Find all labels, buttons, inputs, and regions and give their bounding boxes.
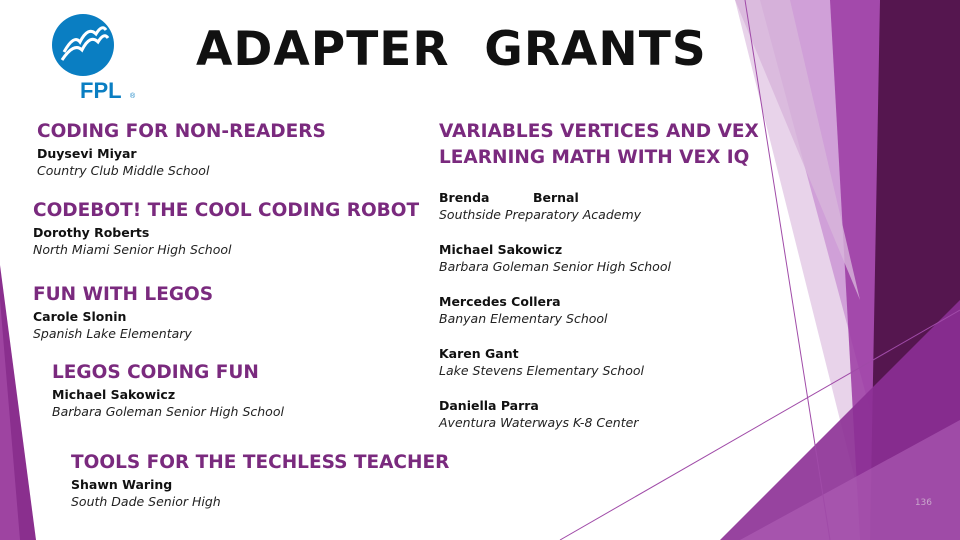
recipient-name: Carole Slonin — [33, 309, 127, 324]
fpl-logo — [50, 12, 150, 102]
grant-title: FUN WITH LEGOS — [33, 284, 214, 305]
grant-title: CODEBOT! THE COOL CODING ROBOT — [33, 200, 420, 221]
recipient-name: Daniella Parra — [439, 398, 539, 413]
grant-title: LEGOS CODING FUN — [52, 362, 259, 383]
school-name: South Dade Senior High — [71, 494, 221, 509]
grant-title-line1: VARIABLES VERTICES AND VEX — [439, 121, 759, 142]
school-name: Barbara Goleman Senior High School — [52, 404, 284, 419]
grant-codebot — [33, 198, 419, 258]
school-name: Lake Stevens Elementary School — [439, 363, 644, 378]
svg-text:®: ® — [130, 93, 136, 100]
recipient-name: Karen Gant — [439, 346, 519, 361]
school-name: Country Club Middle School — [37, 163, 210, 178]
recipient-entry — [439, 345, 759, 379]
school-name: Southside Preparatory Academy — [439, 207, 642, 222]
grant-title: CODING FOR NON-READERS — [37, 121, 326, 142]
svg-text:FPL: FPL — [80, 78, 122, 102]
recipient-entry — [439, 293, 759, 327]
recipient-name: Brenda Bernal — [439, 190, 579, 205]
grant-techless-teacher — [71, 450, 449, 510]
school-name: Barbara Goleman Senior High School — [439, 259, 671, 274]
grant-title-line2: LEARNING MATH WITH VEX IQ — [439, 147, 750, 168]
grant-legos-coding-fun — [52, 360, 284, 420]
grant-title: TOOLS FOR THE TECHLESS TEACHER — [71, 452, 450, 473]
recipient-name: Shawn Waring — [71, 477, 173, 492]
recipient-entry — [439, 397, 759, 431]
grant-vex — [439, 119, 759, 431]
school-name: Spanish Lake Elementary — [33, 326, 192, 341]
school-name: Banyan Elementary School — [439, 311, 608, 326]
grant-fun-with-legos — [33, 282, 213, 342]
recipient-entry — [439, 189, 759, 223]
recipient-name: Michael Sakowicz — [439, 242, 563, 257]
recipient-entry — [439, 241, 759, 275]
school-name: Aventura Waterways K-8 Center — [439, 415, 639, 430]
recipient-name: Dorothy Roberts — [33, 225, 150, 240]
page-number: 136 — [914, 498, 932, 508]
recipient-name: Mercedes Collera — [439, 294, 561, 309]
school-name: North Miami Senior High School — [33, 242, 232, 257]
recipient-name: Michael Sakowicz — [52, 387, 176, 402]
page-title: ADAPTER GRANTS — [196, 22, 707, 77]
grant-coding-non-readers — [37, 119, 326, 179]
recipient-name: Duysevi Miyar — [37, 146, 137, 161]
